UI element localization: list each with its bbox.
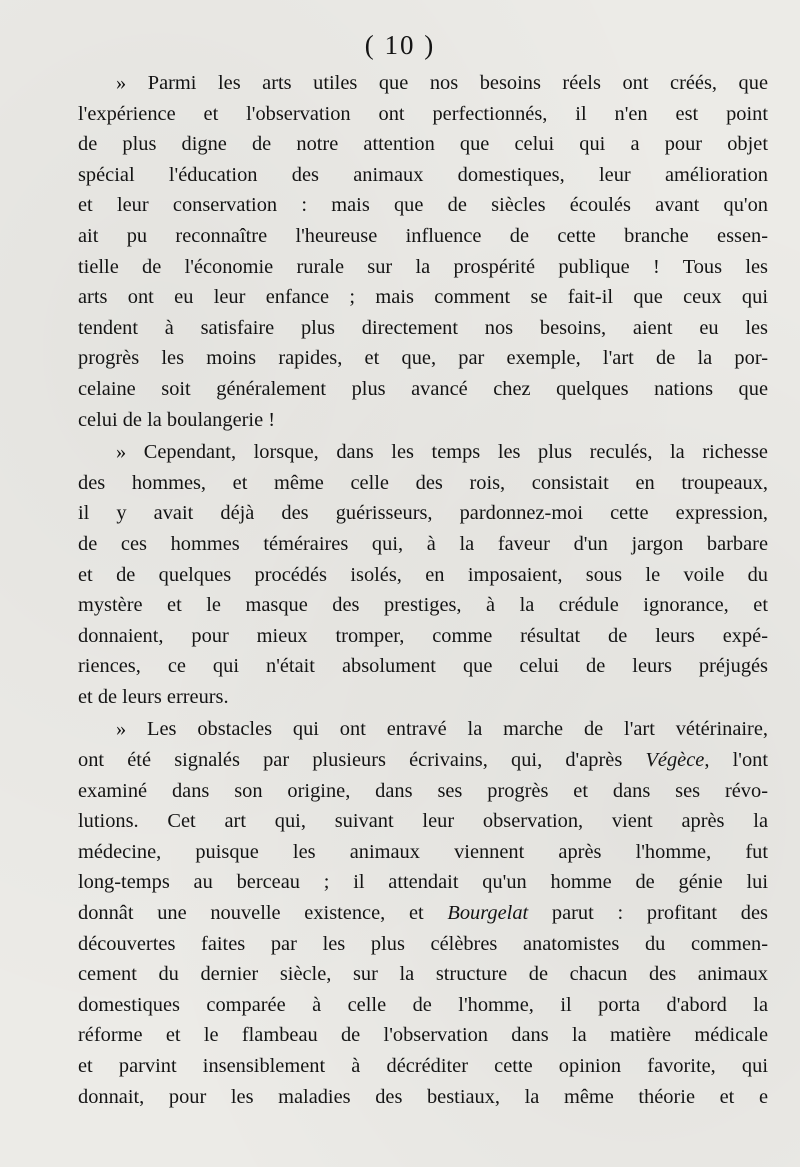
text-line: mystère et le masque des prestiges, à la crédule ignorance, et [78,594,768,617]
body-text [78,68,768,1114]
text-line: lutions. Cet art qui, suivant leur observation, vient après la [78,810,768,833]
text-line: des hommes, et même celle des rois, consistait en troupeaux, [78,471,768,494]
text-line: et leur conservation : mais que de siècles écoulés avant qu'on [78,194,768,217]
text-line: progrès les moins rapides, et que, par exemple, l'art de la por- [78,347,768,370]
text-line: tielle de l'économie rurale sur la prospérité publique ! Tous les [78,255,768,278]
text-line: ont été signalés par plusieurs écrivains, qui, d'après Végèce, l'ont [78,749,768,772]
text-line: réforme et le flambeau de l'observation dans la matière médicale [78,1024,768,1047]
text-line: il y avait déjà des guérisseurs, pardonnez-moi cette expression, [78,502,768,525]
text-line: celaine soit généralement plus avancé chez quelques nations que [78,377,768,400]
text-line: donnait, pour les maladies des bestiaux, la même théorie et e [78,1085,768,1108]
text-line: de plus digne de notre attention que celui qui a pour objet [78,133,768,156]
text-line: et parvint insensiblement à décréditer cette opinion favorite, qui [78,1055,768,1077]
text-line: et de leurs erreurs. [78,685,229,708]
text-line: tendent à satisfaire plus directement nos besoins, aient eu les [78,316,768,339]
proper-name: Bourgelat [447,902,529,925]
text-line: » Cependant, lorsque, dans les temps les plus reculés, la richesse [116,441,768,464]
text-line: donnât une nouvelle existence, et Bourgelat parut : profitant des [78,902,768,925]
text-line: médecine, puisque les animaux viennent après l'homme, fut [78,840,768,863]
text-line: découvertes faites par les plus célèbres anatomistes du commen- [78,932,768,955]
text-line: ait pu reconnaître l'heureuse influence de cette branche essen- [78,224,768,247]
proper-name: Végèce [645,749,705,772]
paragraph-1 [78,68,768,435]
text-line: celui de la boulangerie ! [78,408,276,431]
paragraph-3 [78,714,768,1112]
text-line: arts ont eu leur enfance ; mais comment se fait-il que ceux qui [78,286,768,309]
text-line: de ces hommes téméraires qui, à la faveur d'un jargon barbare [78,532,768,555]
paragraph-2 [78,437,768,712]
text-line: l'expérience et l'observation ont perfectionnés, il n'en est point [78,102,768,125]
text-line: domestiques comparée à celle de l'homme, il porta d'abord la [78,993,768,1016]
text-line: spécial l'éducation des animaux domestiques, leur amélioration [78,163,768,186]
page-number: ( 10 ) [364,30,436,60]
text-line: examiné dans son origine, dans ses progrès et dans ses révo- [78,779,768,802]
text-line: donnaient, pour mieux tromper, comme résultat de leurs expé- [78,624,768,647]
text-line: cement du dernier siècle, sur la structure de chacun des animaux [78,963,768,986]
text-line: long-temps au berceau ; il attendait qu'un homme de génie lui [78,871,768,894]
text-line: et de quelques procédés isolés, en imposaient, sous le voile du [78,563,768,586]
text-line: » Les obstacles qui ont entravé la marche de l'art vétérinaire, [116,718,768,741]
text-line: » Parmi les arts utiles que nos besoins réels ont créés, que [116,72,768,94]
text-line: riences, ce qui n'était absolument que celui de leurs préjugés [78,655,768,678]
